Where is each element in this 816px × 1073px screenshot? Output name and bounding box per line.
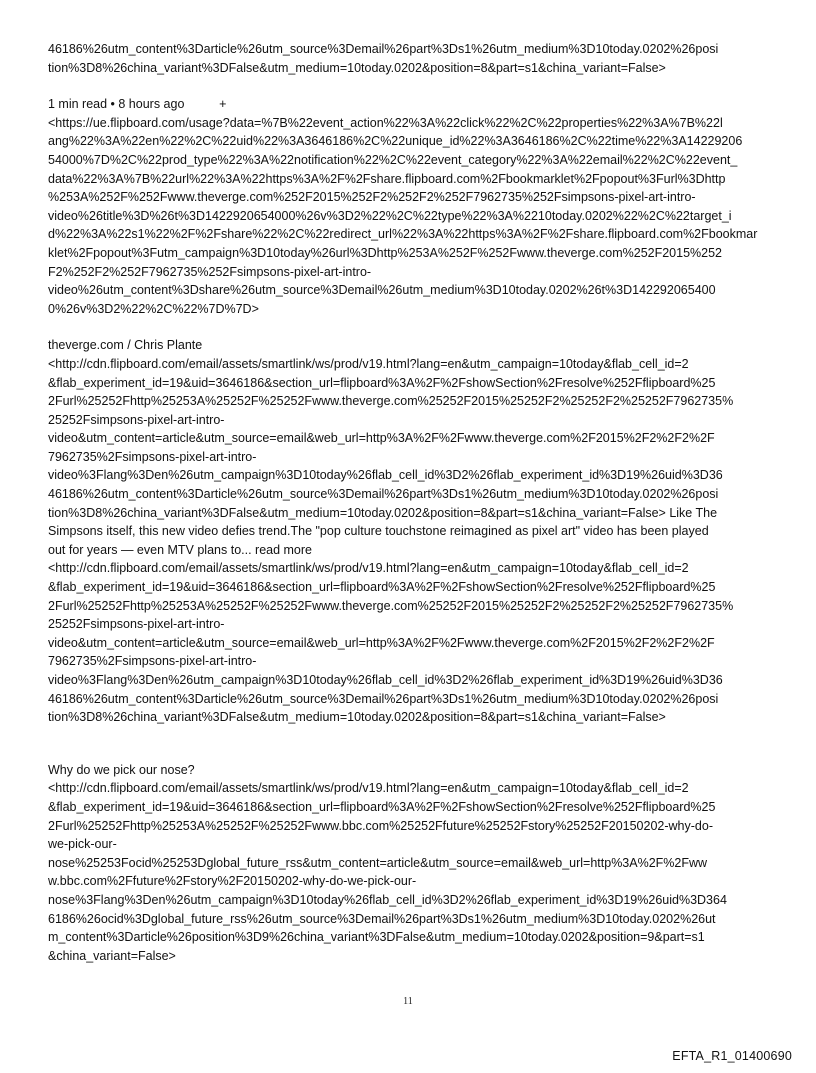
text-line: out for years — even MTV plans to... read more: [48, 542, 313, 557]
page-number: 11: [403, 996, 413, 1007]
text-line: nose%25253Focid%25253Dglobal_future_rss&utm_content=article&utm_source=email&web_url=http%3A%2F%2Fww: [48, 855, 708, 870]
text-line: video%3Flang%3Den%26utm_campaign%3D10today%26flab_cell_id%3D2%26flab_experiment_id%3D19%26uid%3D36: [48, 468, 723, 483]
text-line: video&utm_content=article&utm_source=email&web_url=http%3A%2F%2Fwww.theverge.com%2F2015%2F2%2F2%2F: [48, 635, 715, 650]
text-line: klet%2Fpopout%3Futm_campaign%3D10today%26url%3Dhttp%253A%252F%252Fwww.theverge.com%252F2015%252: [48, 245, 723, 260]
text-line: &china_variant=False>: [48, 948, 176, 963]
text-line: data%22%3A%7B%22url%22%3A%22https%3A%2F%2Fshare.flipboard.com%2Fbookmarklet%2Fpopout%3Furl%3Dhttp: [48, 171, 726, 186]
text-line: 46186%26utm_content%3Darticle%26utm_source%3Demail%26part%3Ds1%26utm_medium%3D10today.0202%26posi: [48, 691, 719, 706]
text-line: 46186%26utm_content%3Darticle%26utm_source%3Demail%26part%3Ds1%26utm_medium%3D10today.0202%26posi: [48, 42, 719, 56]
text-line: <https://ue.flipboard.com/usage?data=%7B%22event_action%22%3A%22click%22%2C%22properties%22%3A%7B%22l: [48, 115, 723, 130]
text-line: video&utm_content=article&utm_source=email&web_url=http%3A%2F%2Fwww.theverge.com%2F2015%2F2%2F2%2F: [48, 431, 715, 446]
text-line: d%22%3A%22s1%22%2F%2Fshare%22%2C%22redirect_url%22%3A%22https%3A%2F%2Fshare.flipboard.com%2Fbookmar: [48, 227, 758, 242]
text-line: 25252Fsimpsons-pixel-art-intro-: [48, 412, 225, 427]
text-line: video%3Flang%3Den%26utm_campaign%3D10today%26flab_cell_id%3D2%26flab_experiment_id%3D19%26uid%3D36: [48, 673, 723, 687]
text-line: F2%252F2%252F7962735%252Fsimpsons-pixel-art-intro-: [48, 264, 372, 279]
text-block-nose-article: [48, 761, 770, 966]
text-line: Why do we pick our nose?: [48, 762, 195, 777]
text-line: 1 min read • 8 hours ago +: [48, 97, 227, 112]
text-line: 46186%26utm_content%3Darticle%26utm_source%3Demail%26part%3Ds1%26utm_medium%3D10today.0202%26posi: [48, 487, 719, 502]
text-line: we-pick-our-: [48, 837, 117, 852]
text-line: tion%3D8%26china_variant%3DFalse&utm_medium=10today.0202&position=8&part=s1&china_variant=False>: [48, 60, 666, 75]
text-line: video%26title%3D%26t%3D1422920654000%26v%3D2%22%2C%22type%22%3A%2210today.0202%22%2C%22target_i: [48, 208, 732, 223]
text-line: Simpsons itself, this new video defies trend.The "pop culture touchstone reimagined as pixel art" video has been played: [48, 524, 709, 539]
text-line: 25252Fsimpsons-pixel-art-intro-: [48, 617, 225, 632]
text-line: w.bbc.com%2Ffuture%2Fstory%2F20150202-why-do-we-pick-our-: [48, 874, 417, 889]
text-line: tion%3D8%26china_variant%3DFalse&utm_medium=10today.0202&position=8&part=s1&china_variant=False> Like The: [48, 505, 718, 520]
document-id: EFTA_R1_01400690: [672, 1049, 792, 1063]
text-block-article-meta: [48, 95, 770, 318]
text-line: <http://cdn.flipboard.com/email/assets/smartlink/ws/prod/v19.html?lang=en&utm_campaign=10today&flab_cell_id=2: [48, 781, 689, 796]
text-line: <http://cdn.flipboard.com/email/assets/smartlink/ws/prod/v19.html?lang=en&utm_campaign=10today&flab_cell_id=2: [48, 356, 689, 371]
text-line: 0%26v%3D2%22%2C%22%7D%7D>: [48, 301, 259, 316]
text-line: 54000%7D%2C%22prod_type%22%3A%22notification%22%2C%22event_category%22%3A%22email%22%2C%22event_: [48, 152, 738, 167]
text-line: 7962735%2Fsimpsons-pixel-art-intro-: [48, 654, 257, 669]
text-line: %253A%252F%252Fwww.theverge.com%252F2015%252F2%252F2%252F7962735%252Fsimpsons-pixel-art-intro-: [48, 190, 696, 205]
document-page: [48, 40, 770, 965]
text-line: theverge.com / Chris Plante: [48, 338, 203, 353]
text-block-url-continuation: [48, 40, 770, 77]
text-line: 7962735%2Fsimpsons-pixel-art-intro-: [48, 449, 257, 464]
text-block-simpsons-article: [48, 336, 770, 726]
text-line: ang%22%3A%22en%22%2C%22uid%22%3A3646186%2C%22unique_id%22%3A3646186%2C%22time%22%3A14229206: [48, 134, 743, 149]
text-line: 2Furl%25252Fhttp%25253A%25252F%25252Fwww.theverge.com%25252F2015%25252F2%25252F2%25252F7962735%: [48, 394, 734, 409]
text-line: m_content%3Darticle%26position%3D9%26china_variant%3DFalse&utm_medium=10today.0202&position=9&part=s1: [48, 930, 705, 945]
text-line: tion%3D8%26china_variant%3DFalse&utm_medium=10today.0202&position=8&part=s1&china_variant=False>: [48, 710, 666, 725]
text-line: 2Furl%25252Fhttp%25253A%25252F%25252Fwww.theverge.com%25252F2015%25252F2%25252F2%25252F7962735%: [48, 598, 734, 613]
text-line: <http://cdn.flipboard.com/email/assets/smartlink/ws/prod/v19.html?lang=en&utm_campaign=10today&flab_cell_id=2: [48, 561, 689, 576]
text-line: 6186%26ocid%3Dglobal_future_rss%26utm_source%3Demail%26part%3Ds1%26utm_medium%3D10today.0202%26ut: [48, 911, 716, 926]
text-line: nose%3Flang%3Den%26utm_campaign%3D10today%26flab_cell_id%3D2%26flab_experiment_id%3D19%26uid%3D364: [48, 892, 727, 907]
text-line: 2Furl%25252Fhttp%25253A%25252F%25252Fwww.bbc.com%25252Ffuture%25252Fstory%25252F20150202-why-do-: [48, 818, 713, 833]
text-line: &flab_experiment_id=19&uid=3646186&section_url=flipboard%3A%2F%2FshowSection%2Fresolve%252Fflipboard%25: [48, 799, 716, 814]
text-line: &flab_experiment_id=19&uid=3646186&section_url=flipboard%3A%2F%2FshowSection%2Fresolve%252Fflipboard%25: [48, 580, 716, 595]
text-line: &flab_experiment_id=19&uid=3646186&section_url=flipboard%3A%2F%2FshowSection%2Fresolve%252Fflipboard%25: [48, 375, 716, 390]
text-line: video%26utm_content%3Dshare%26utm_source%3Demail%26utm_medium%3D10today.0202%26t%3D142292065400: [48, 283, 716, 298]
